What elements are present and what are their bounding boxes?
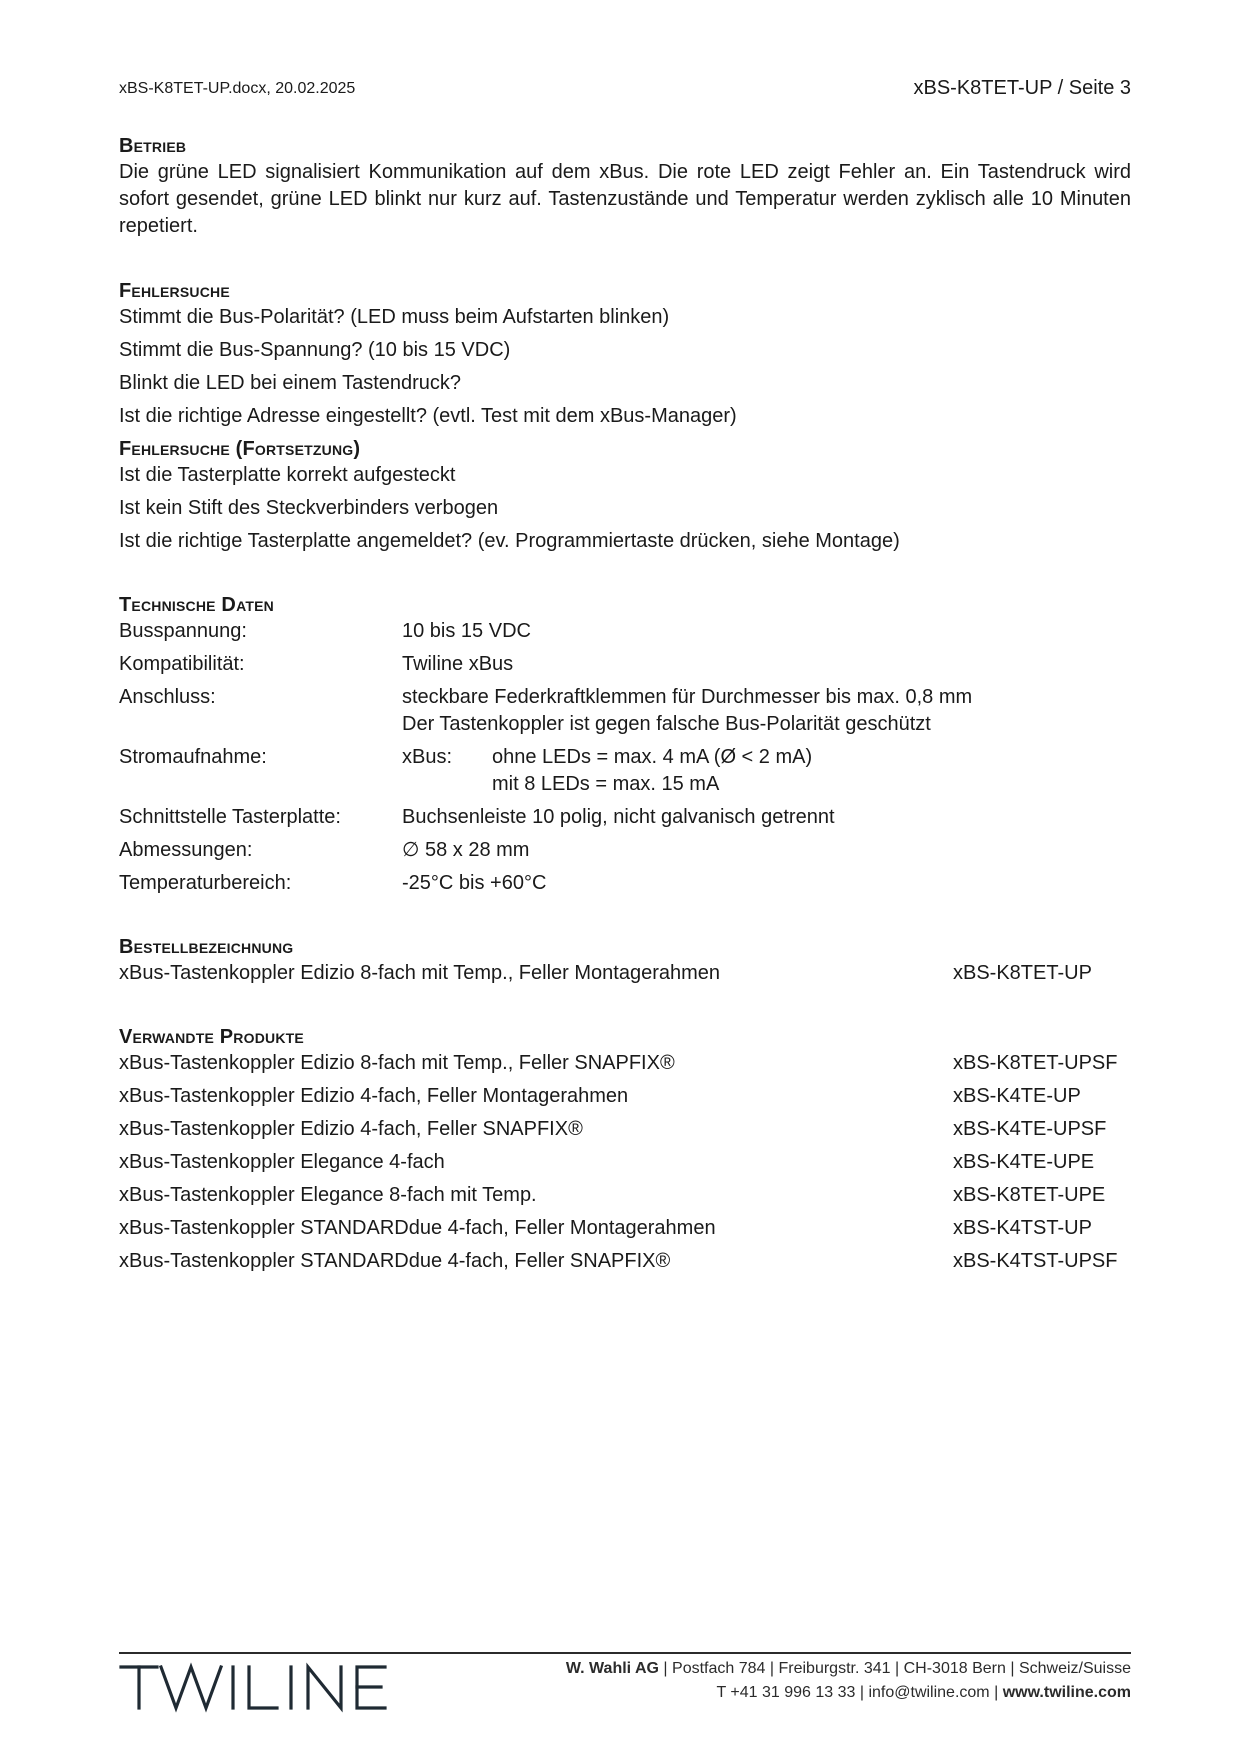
spec-label: Anschluss: <box>119 686 216 708</box>
related-product-row <box>119 1083 1131 1110</box>
footer-street: Freiburgstr. 341 <box>778 1660 891 1677</box>
twiline-logo <box>119 1658 429 1714</box>
spec-subvalues <box>492 744 812 798</box>
spec-value <box>402 684 1131 738</box>
spec-label: Busspannung: <box>119 620 247 642</box>
footer-address-line <box>566 1660 1131 1678</box>
spec-row-kompatibilitaet <box>119 651 1131 678</box>
related-product-row <box>119 1215 1131 1242</box>
spec-label: Temperaturbereich: <box>119 872 292 894</box>
spec-label: Abmessungen: <box>119 839 253 861</box>
footer-separator: | <box>663 1660 668 1677</box>
spec-label: Stromaufnahme: <box>119 746 267 768</box>
footer-separator: | <box>994 1684 999 1701</box>
section-heading-bestellbezeichnung: Bestellbezeichnung <box>119 936 294 958</box>
fehlersuche2-item: Ist kein Stift des Steckverbinders verbogen <box>119 497 499 519</box>
footer-separator: | <box>895 1660 900 1677</box>
product-name: xBus-Tastenkoppler Edizio 8-fach mit Temp., Feller SNAPFIX® <box>119 1052 675 1074</box>
spec-value: ∅ 58 x 28 mm <box>402 839 530 861</box>
product-code: xBS-K8TET-UPE <box>953 1184 1106 1206</box>
fehlersuche2-item: Ist die Tasterplatte korrekt aufgesteckt <box>119 464 456 486</box>
spec-row-busspannung <box>119 618 1131 645</box>
footer-separator: | <box>859 1684 864 1701</box>
footer-separator: | <box>1010 1660 1015 1677</box>
related-product-row <box>119 1149 1131 1176</box>
product-name: xBus-Tastenkoppler STANDARDdue 4-fach, Feller SNAPFIX® <box>119 1250 671 1272</box>
spec-row-abmessungen <box>119 837 1131 864</box>
fehlersuche-item: Stimmt die Bus-Polarität? (LED muss beim Aufstarten blinken) <box>119 306 670 328</box>
product-name: xBus-Tastenkoppler Elegance 8-fach mit Temp. <box>119 1184 537 1206</box>
fehlersuche-item: Stimmt die Bus-Spannung? (10 bis 15 VDC) <box>119 339 511 361</box>
spec-value: Buchsenleiste 10 polig, nicht galvanisch getrennt <box>402 806 835 828</box>
product-code: xBS-K4TE-UPE <box>953 1151 1095 1173</box>
spec-value-line: steckbare Federkraftklemmen für Durchmesser bis max. 0,8 mm <box>402 686 973 708</box>
order-row <box>119 960 1131 987</box>
spec-value-line: mit 8 LEDs = max. 15 mA <box>492 773 720 795</box>
footer-phone: T +41 31 996 13 33 <box>716 1684 856 1701</box>
spec-row-stromaufnahme <box>119 744 1131 798</box>
spec-value: -25°C bis +60°C <box>402 872 547 894</box>
footer-company: W. Wahli AG <box>565 1660 659 1677</box>
product-name: xBus-Tastenkoppler STANDARDdue 4-fach, Feller Montagerahmen <box>119 1217 716 1239</box>
product-name: xBus-Tastenkoppler Edizio 4-fach, Feller Montagerahmen <box>119 1085 629 1107</box>
product-code: xBS-K4TE-UP <box>953 1085 1081 1107</box>
fehlersuche-item: Blinkt die LED bei einem Tastendruck? <box>119 372 462 394</box>
related-product-row <box>119 1248 1131 1275</box>
related-product-row <box>119 1182 1131 1209</box>
section-heading-betrieb: Betrieb <box>119 135 187 157</box>
product-code: xBS-K4TE-UPSF <box>953 1118 1107 1140</box>
footer-country: Schweiz/Suisse <box>1018 1660 1131 1677</box>
footer-separator: | <box>769 1660 775 1677</box>
related-product-row <box>119 1116 1131 1143</box>
spec-label: Schnittstelle Tasterplatte: <box>119 806 341 828</box>
footer-email[interactable]: info@twiline.com <box>868 1684 990 1701</box>
product-code: xBS-K8TET-UPSF <box>953 1052 1118 1074</box>
product-code: xBS-K8TET-UP <box>953 962 1092 984</box>
spec-value <box>402 744 1131 798</box>
section-heading-fehlersuche-fortsetzung: Fehlersuche (Fortsetzung) <box>119 438 361 460</box>
document-body <box>119 133 1131 1281</box>
footer-city: CH-3018 Bern <box>903 1660 1006 1677</box>
section-heading-fehlersuche: Fehlersuche <box>119 280 230 302</box>
spec-value-line: Der Tastenkoppler ist gegen falsche Bus-Polarität geschützt <box>402 713 931 735</box>
product-name: xBus-Tastenkoppler Elegance 4-fach <box>119 1151 445 1173</box>
section-heading-technische-daten: Technische Daten <box>119 594 274 616</box>
spec-value: Twiline xBus <box>402 653 514 675</box>
section-heading-verwandte-produkte: Verwandte Produkte <box>119 1026 304 1048</box>
spec-row-schnittstelle <box>119 804 1131 831</box>
product-name: xBus-Tastenkoppler Edizio 8-fach mit Temp., Feller Montagerahmen <box>119 962 721 984</box>
related-product-row <box>119 1050 1131 1077</box>
betrieb-text: Die grüne LED signalisiert Kommunikation auf dem xBus. Die rote LED zeigt Fehler an. Ein Tastendruck wird sofort gesendet, grüne LED blinkt nur kurz auf. Tastenzustände und Temperatur werden zyklisch alle 10 Minuten repetiert. <box>119 161 1131 237</box>
spec-sublabel: xBus: <box>402 746 453 768</box>
fehlersuche2-item: Ist die richtige Tasterplatte angemeldet? (ev. Programmiertaste drücken, siehe Montage) <box>119 530 900 552</box>
footer-divider <box>119 1652 1131 1654</box>
footer-postfach: Postfach 784 <box>672 1660 766 1677</box>
product-name: xBus-Tastenkoppler Edizio 4-fach, Feller SNAPFIX® <box>119 1118 583 1140</box>
header-page-number: xBS-K8TET-UP / Seite 3 <box>913 77 1131 99</box>
spec-label: Kompatibilität: <box>119 653 245 675</box>
header-filename: xBS-K8TET-UP.docx, 20.02.2025 <box>119 80 356 97</box>
fehlersuche-item: Ist die richtige Adresse eingestellt? (evtl. Test mit dem xBus-Manager) <box>119 405 737 427</box>
spec-value: 10 bis 15 VDC <box>402 620 531 642</box>
product-code: xBS-K4TST-UP <box>953 1217 1092 1239</box>
spec-row-anschluss <box>119 684 1131 738</box>
footer-website[interactable]: www.twiline.com <box>1002 1684 1131 1701</box>
footer-contact-line <box>716 1684 1131 1702</box>
spec-value-line: ohne LEDs = max. 4 mA (Ø < 2 mA) <box>492 746 813 768</box>
document-page <box>119 0 1131 1755</box>
spec-row-temperaturbereich <box>119 870 1131 897</box>
product-code: xBS-K4TST-UPSF <box>953 1250 1118 1272</box>
